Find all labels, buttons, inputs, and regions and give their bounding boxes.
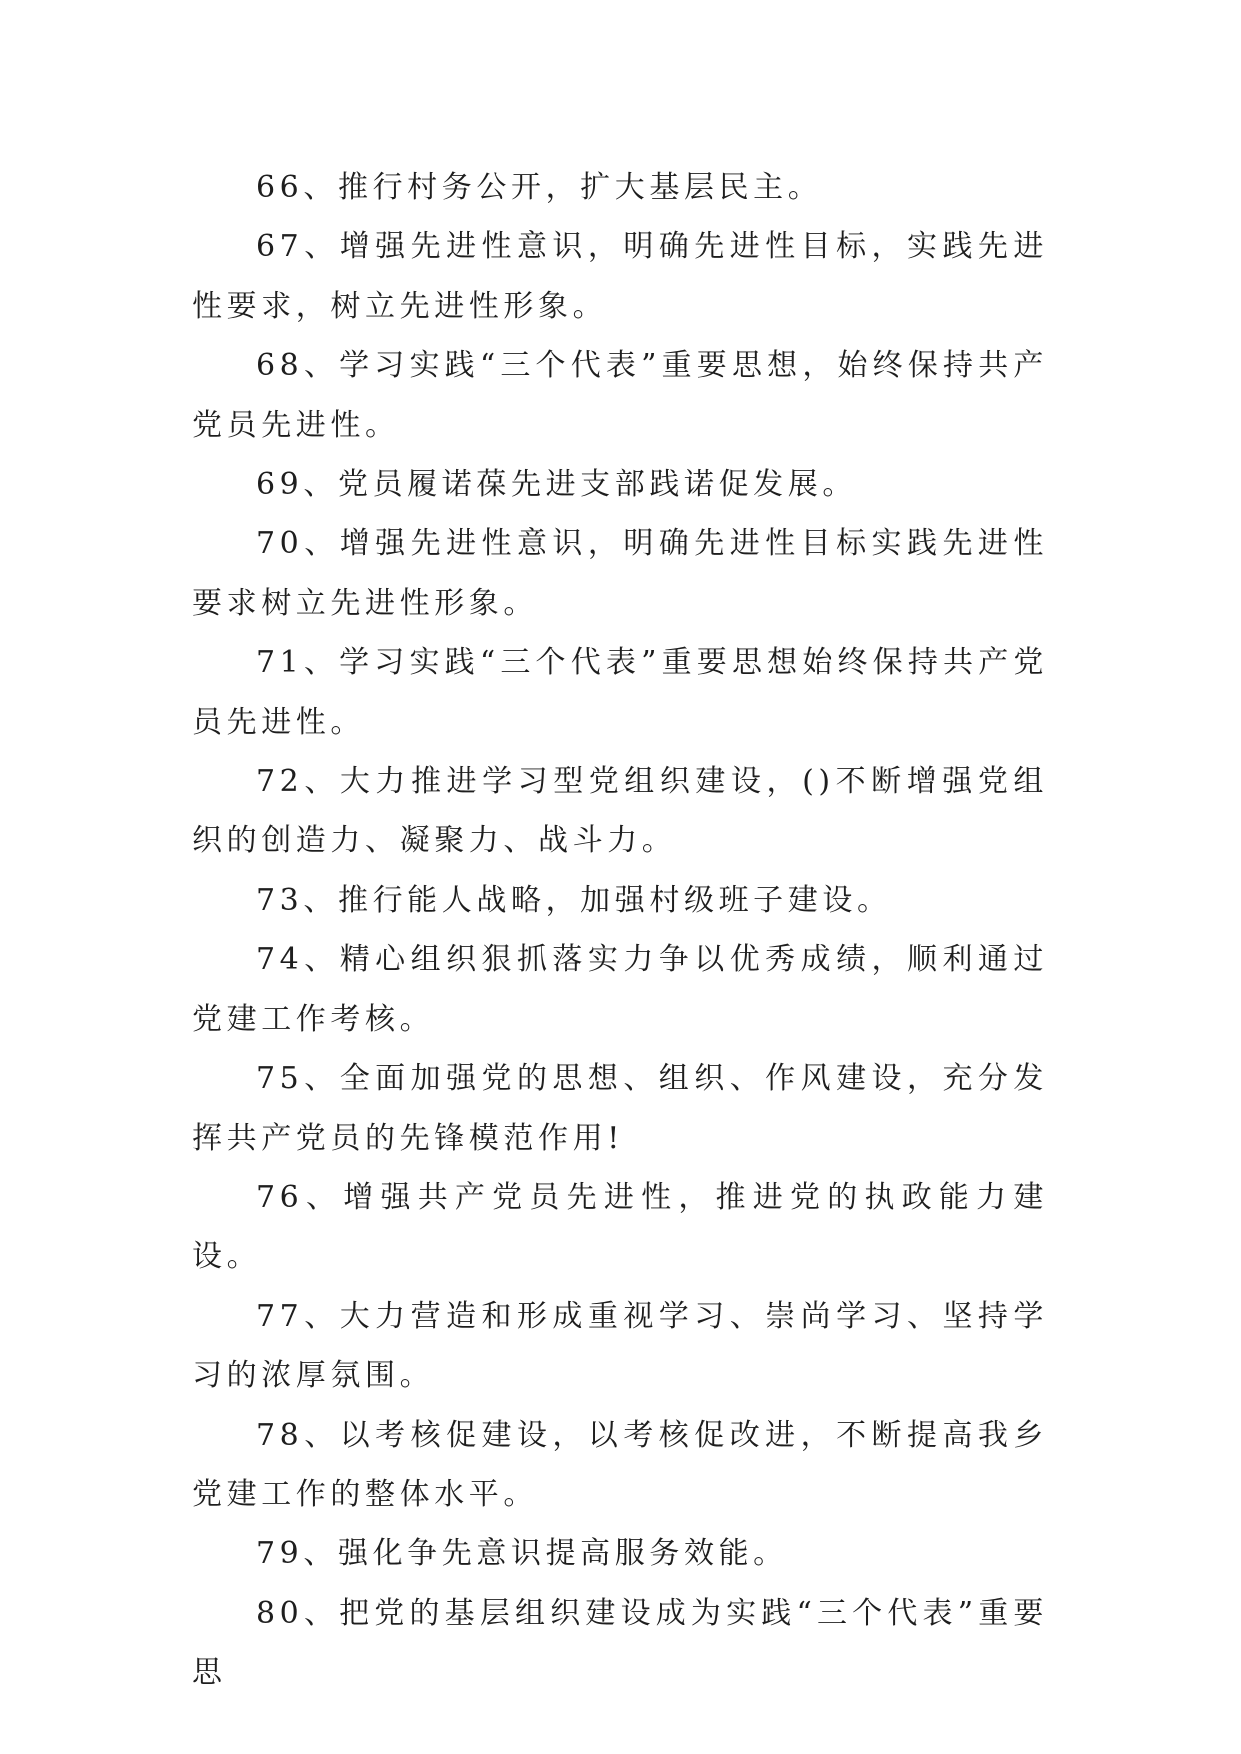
paragraph-66: 66、推行村务公开，扩大基层民主。: [256, 170, 823, 205]
paragraph-74: 74、精心组织狠抓落实力争以优秀成绩，顺利通过党建工作考核。: [192, 942, 1048, 1037]
paragraph-72: 72、大力推进学习型党组织建设，()不断增强党组织的创造力、凝聚力、战斗力。: [192, 764, 1048, 859]
paragraph-68: 68、学习实践“三个代表”重要思想，始终保持共产党员先进性。: [192, 348, 1048, 443]
paragraph-71: 71、学习实践“三个代表”重要思想始终保持共产党员先进性。: [192, 645, 1048, 740]
paragraph-79: 79、强化争先意识提高服务效能。: [256, 1536, 788, 1572]
paragraph-77: 77、大力营造和形成重视学习、崇尚学习、坚持学习的浓厚氛围。: [192, 1298, 1048, 1394]
paragraph-69: 69、党员履诺葆先进支部践诺促发展。: [256, 467, 857, 503]
paragraph-80: 80、把党的基层组织建设成为实践“三个代表”重要思: [192, 1595, 1048, 1691]
paragraph-73: 73、推行能人战略，加强村级班子建设。: [256, 882, 892, 918]
paragraph-67: 67、增强先进性意识，明确先进性目标，实践先进性要求，树立先进性形象。: [192, 229, 1048, 324]
paragraph-70: 70、增强先进性意识，明确先进性目标实践先进性要求树立先进性形象。: [192, 526, 1048, 621]
document-body: [192, 158, 1048, 1703]
paragraph-75: 75、全面加强党的思想、组织、作风建设，充分发挥共产党员的先锋模范作用!: [192, 1061, 1048, 1156]
paragraph-76: 76、增强共产党员先进性，推进党的执政能力建设。: [192, 1179, 1048, 1275]
paragraph-78: 78、以考核促建设，以考核促改进，不断提高我乡党建工作的整体水平。: [192, 1417, 1048, 1512]
